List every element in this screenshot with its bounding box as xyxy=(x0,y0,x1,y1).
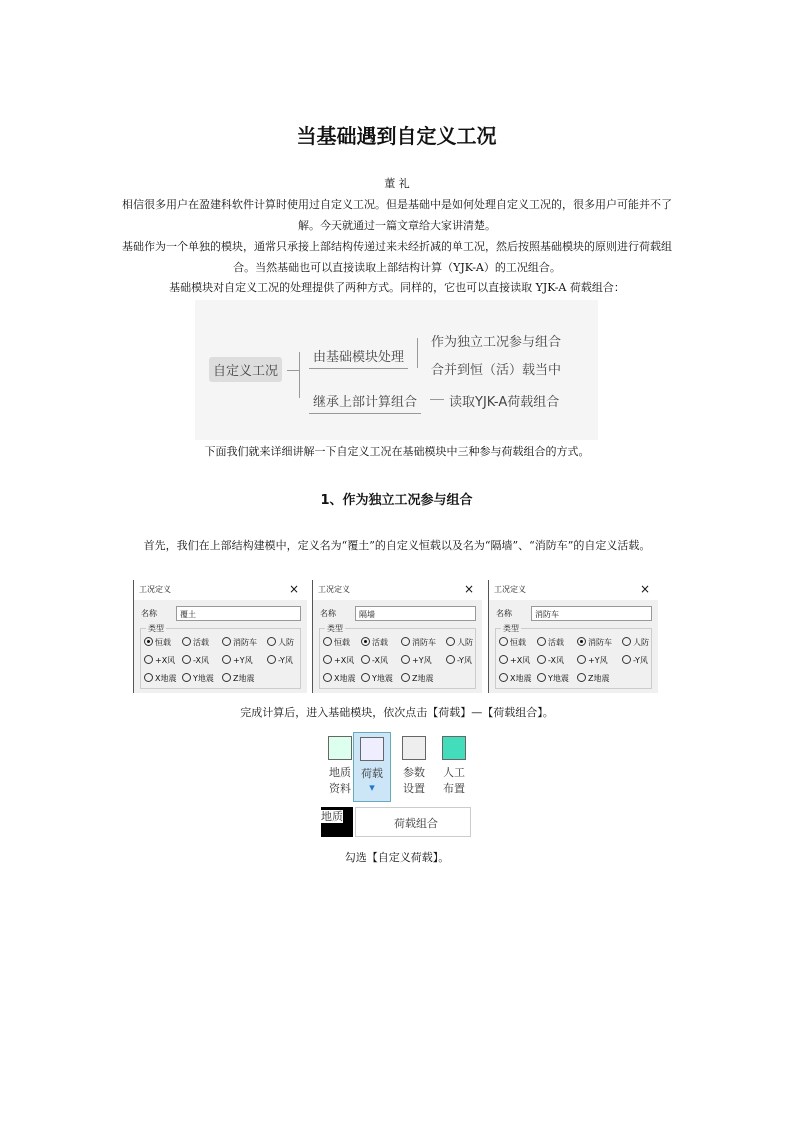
type-radio[interactable]: Y地震 xyxy=(537,673,569,684)
name-input[interactable]: 隔墙 xyxy=(355,606,476,621)
name-label: 名称 xyxy=(141,609,157,618)
page-title: 当基础遇到自定义工况 xyxy=(296,124,497,148)
author: 董 礼 xyxy=(384,177,410,190)
type-radio[interactable]: -Y风 xyxy=(267,655,293,666)
type-radio[interactable]: Y地震 xyxy=(361,673,393,684)
mindmap-branch: 继承上部计算组合 xyxy=(309,388,421,414)
dialog-title: 工况定义 xyxy=(494,585,526,594)
name-label: 名称 xyxy=(496,609,512,618)
type-label: 类型 xyxy=(327,624,343,633)
type-radio[interactable]: 消防车 xyxy=(401,637,436,648)
paragraph: 相信很多用户在盈建科软件计算时使用过自定义工况。但是基础中是如何处理自定义工况的，很多用户可能并不了解。今天就通过一篇文章给大家讲清楚。 xyxy=(122,198,672,232)
case-definition-dialog xyxy=(133,580,307,693)
caption: 完成计算后，进入基础模块，依次点击【荷载】—【荷载组合】。 xyxy=(240,706,554,719)
type-radio[interactable]: Z地震 xyxy=(222,673,254,684)
type-radio[interactable]: +Y风 xyxy=(577,655,608,666)
mindmap-branch: 由基础模块处理 xyxy=(309,343,408,369)
params-button[interactable]: 参数 设置 xyxy=(395,732,433,802)
mindmap-leaf: 作为独立工况参与组合 xyxy=(431,335,562,350)
name-input[interactable]: 消防车 xyxy=(531,606,652,621)
type-radio[interactable]: -Y风 xyxy=(446,655,472,666)
manual-layout-button[interactable]: 人工 布置 xyxy=(435,732,473,802)
type-radio[interactable]: +X风 xyxy=(499,655,530,666)
paragraph: 基础作为一个单独的模块，通常只承接上部结构传递过来未经折减的单工况，然后按照基础模块的原则进行荷载组合。当然基础也可以直接读取上部结构计算（YJK-A）的工况组合。 xyxy=(122,240,672,274)
type-radio[interactable]: 人防 xyxy=(622,637,649,648)
close-icon[interactable]: × xyxy=(288,582,299,596)
dialog-title: 工况定义 xyxy=(139,585,171,594)
case-definition-dialog xyxy=(488,580,658,693)
type-label: 类型 xyxy=(503,624,519,633)
type-radio[interactable]: X地震 xyxy=(323,673,355,684)
type-radio[interactable]: X地震 xyxy=(144,673,176,684)
caption: 勾选【自定义荷载】。 xyxy=(344,851,450,864)
mindmap-figure xyxy=(195,300,598,440)
type-radio[interactable]: +X风 xyxy=(323,655,354,666)
name-label: 名称 xyxy=(320,609,336,618)
settings-icon xyxy=(402,736,426,760)
type-radio[interactable]: +Y风 xyxy=(222,655,253,666)
type-radio[interactable]: 恒载 xyxy=(323,637,350,648)
type-radio[interactable]: -Y风 xyxy=(622,655,648,666)
type-radio[interactable]: 活载 xyxy=(537,637,564,648)
section-heading: 1、作为独立工况参与组合 xyxy=(320,493,473,508)
type-radio[interactable]: 人防 xyxy=(267,637,294,648)
type-radio[interactable]: Y地震 xyxy=(182,673,214,684)
paragraph: 基础模块对自定义工况的处理提供了两种方式。同样的，它也可以直接读取 YJK-A 荷载组合： xyxy=(169,281,625,294)
type-radio[interactable]: Z地震 xyxy=(577,673,609,684)
type-radio[interactable]: 活载 xyxy=(182,637,209,648)
type-radio[interactable]: -X风 xyxy=(182,655,209,666)
type-label: 类型 xyxy=(148,624,164,633)
mindmap-leaf: 合并到恒（活）载当中 xyxy=(431,363,562,378)
load-button[interactable]: 荷载 ▾ xyxy=(353,732,391,802)
menu-item-load-combination[interactable]: 荷载组合 xyxy=(355,807,471,837)
foundation-icon xyxy=(442,736,466,760)
close-icon[interactable]: × xyxy=(639,582,650,596)
type-radio[interactable]: 活载 xyxy=(361,637,388,648)
close-icon[interactable]: × xyxy=(463,582,474,596)
type-radio[interactable]: +Y风 xyxy=(401,655,432,666)
type-radio[interactable]: X地震 xyxy=(499,673,531,684)
type-radio[interactable]: +X风 xyxy=(144,655,175,666)
type-radio[interactable]: 消防车 xyxy=(577,637,612,648)
case-definition-dialog xyxy=(312,580,482,693)
geology-button[interactable]: 地质 资料 xyxy=(321,732,359,802)
caption: 下面我们就来详细讲解一下自定义工况在基础模块中三种参与荷载组合的方式。 xyxy=(204,445,590,458)
tab-geology[interactable]: 地质 xyxy=(321,810,343,823)
type-radio[interactable]: 消防车 xyxy=(222,637,257,648)
paragraph: 首先，我们在上部结构建模中，定义名为“覆土”的自定义恒载以及名为“隔墙”、“消防车”的自定义活载。 xyxy=(143,539,651,552)
toolbar-figure xyxy=(321,727,471,838)
type-radio[interactable]: Z地震 xyxy=(401,673,433,684)
geology-icon xyxy=(328,736,352,760)
mindmap-leaf: 读取YJK-A荷载组合 xyxy=(449,395,560,410)
name-input[interactable]: 覆土 xyxy=(176,606,301,621)
type-radio[interactable]: -X风 xyxy=(537,655,564,666)
type-radio[interactable]: 恒载 xyxy=(144,637,171,648)
type-radio[interactable]: 人防 xyxy=(446,637,473,648)
type-radio[interactable]: -X风 xyxy=(361,655,388,666)
mindmap-root: 自定义工况 xyxy=(209,357,282,382)
type-radio[interactable]: 恒载 xyxy=(499,637,526,648)
dialog-title: 工况定义 xyxy=(318,585,350,594)
load-icon xyxy=(360,737,384,761)
